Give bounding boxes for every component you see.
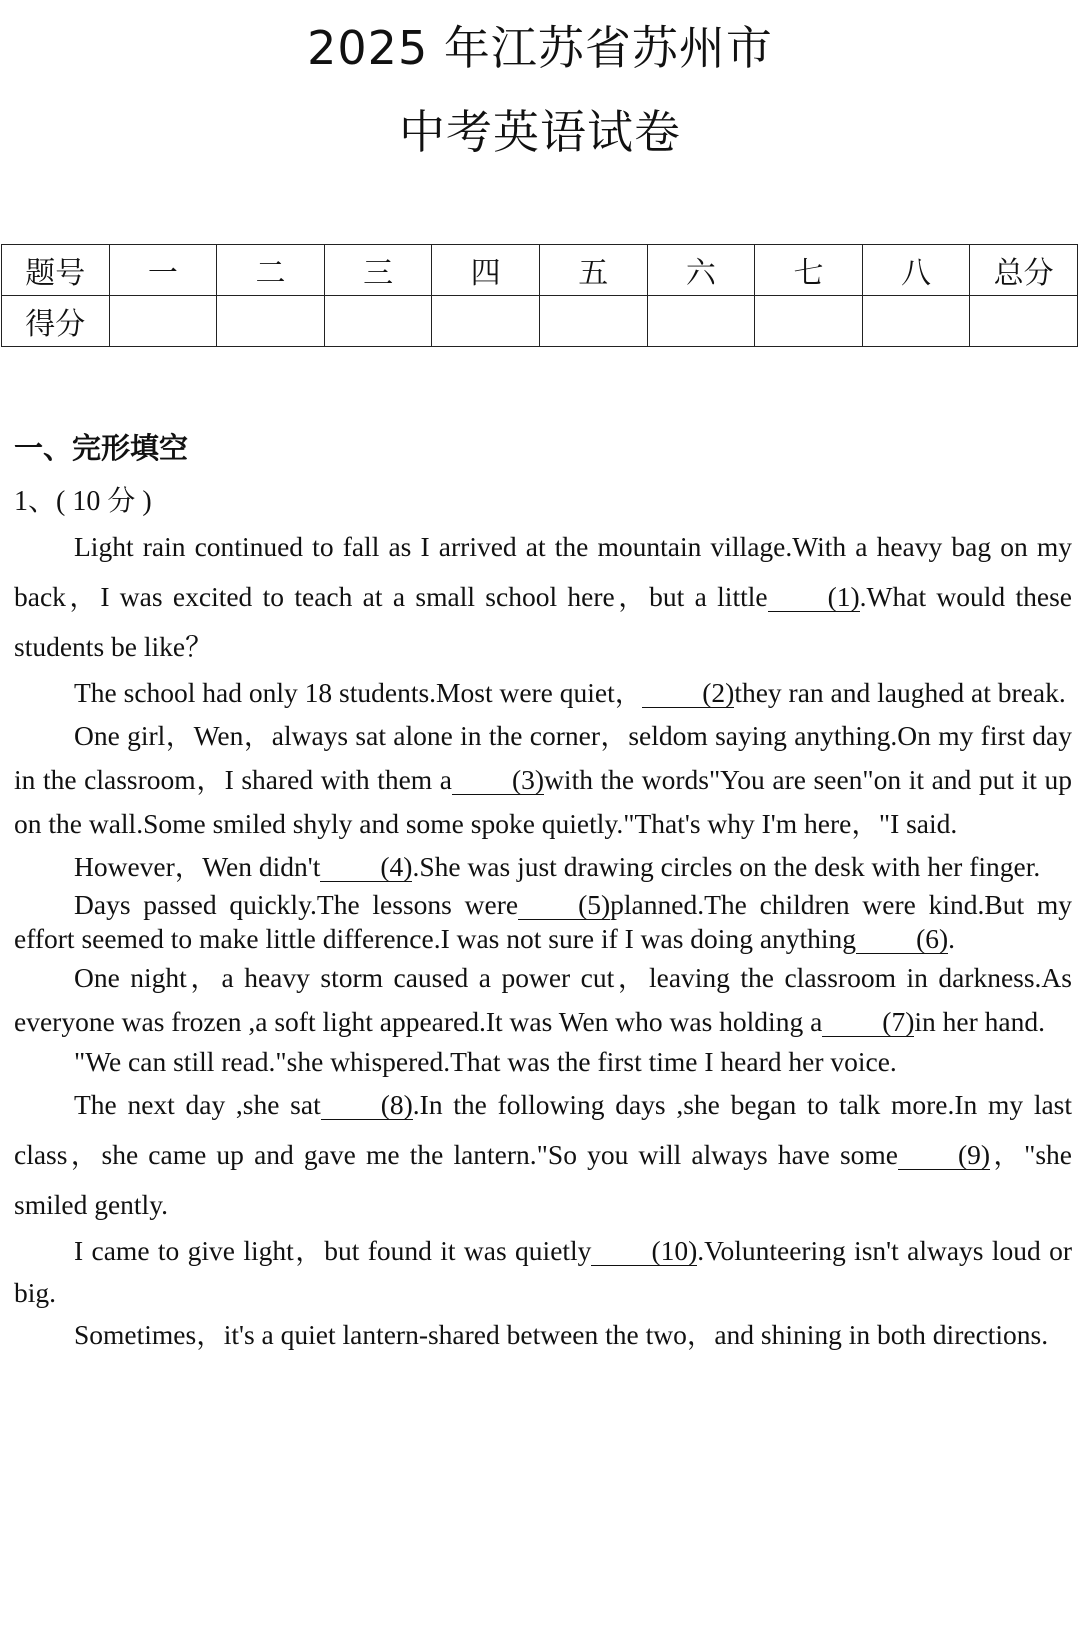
- text: .What would these students be like？: [14, 581, 1072, 662]
- score-cell-label: 题号: [2, 245, 110, 296]
- paragraph-10: [14, 1314, 1072, 1356]
- score-table-header-row: [2, 245, 1078, 296]
- cloze-passage: [14, 522, 1072, 1356]
- blank-7[interactable]: (7): [822, 1008, 914, 1037]
- paragraph-1: [14, 522, 1072, 672]
- score-cell-part-5: 五: [539, 245, 647, 296]
- blank-8[interactable]: (8): [321, 1091, 413, 1120]
- score-cell-total: 总分: [970, 245, 1078, 296]
- text: .In the following days ,she began to talk more.In my last class，she came up and gave me the lantern."So you will always have some: [14, 1089, 1073, 1170]
- text: Days passed quickly.The lessons were: [74, 889, 519, 920]
- text: planned.The children were kind.But my effort seemed to make little difference.I was not sure if I was doing anything: [14, 889, 1072, 954]
- paragraph-2: [14, 672, 1072, 714]
- score-cell-part-1: 一: [109, 245, 217, 296]
- score-input-cell[interactable]: [647, 296, 755, 347]
- score-cell-part-8: 八: [862, 245, 970, 296]
- blank-3[interactable]: (3): [452, 766, 544, 795]
- text: .She was just drawing circles on the desk with her finger.: [412, 851, 1041, 882]
- paragraph-9: [14, 1230, 1072, 1314]
- score-cell-part-3: 三: [324, 245, 432, 296]
- text: The next day ,she sat: [74, 1089, 321, 1120]
- text: One girl，Wen，always sat alone in the corner，seldom saying anything.On my first day in the classroom，I shared with them a: [14, 720, 1072, 795]
- text: "We can still read."she whispered.That was the first time I heard her voice.: [74, 1046, 897, 1077]
- score-input-cell[interactable]: [862, 296, 970, 347]
- blank-9[interactable]: (9): [898, 1141, 990, 1170]
- question-header: 1、( 10 分 ): [14, 486, 152, 517]
- score-input-cell[interactable]: [432, 296, 540, 347]
- section-title: 一、完形填空: [14, 431, 189, 465]
- paragraph-5: [14, 888, 1072, 956]
- text: ，"she smiled gently.: [14, 1139, 1072, 1220]
- paragraph-7: [14, 1044, 1072, 1080]
- score-cell-part-4: 四: [432, 245, 540, 296]
- text: in her hand.: [914, 1006, 1045, 1037]
- paragraph-6: [14, 956, 1072, 1044]
- text: The school had only 18 students.Most were quiet，: [74, 677, 643, 708]
- score-table: [1, 244, 1078, 347]
- paragraph-4: [14, 846, 1072, 888]
- text: However，Wen didn't: [74, 851, 321, 882]
- text: I came to give light，but found it was quietly: [74, 1235, 592, 1266]
- text: with the words"You are seen"on it and put it up on the wall.Some smiled shyly and some spoke quietly."That's why I'm here，"I said.: [14, 764, 1072, 839]
- score-cell-part-7: 七: [755, 245, 863, 296]
- blank-2[interactable]: (2): [642, 679, 734, 708]
- score-row-label: 得分: [2, 296, 110, 347]
- paragraph-3: [14, 714, 1072, 846]
- exam-title-line2: 中考英语试卷: [399, 105, 681, 159]
- blank-5[interactable]: (5): [518, 891, 610, 920]
- score-cell-part-6: 六: [647, 245, 755, 296]
- blank-10[interactable]: (10): [591, 1237, 697, 1266]
- text: .Volunteering isn't always loud or big.: [14, 1235, 1073, 1308]
- blank-1[interactable]: (1): [768, 583, 860, 612]
- blank-6[interactable]: (6): [856, 925, 948, 954]
- score-input-cell[interactable]: [109, 296, 217, 347]
- text: they ran and laughed at break.: [734, 677, 1066, 708]
- text: .: [948, 923, 956, 954]
- score-input-cell[interactable]: [539, 296, 647, 347]
- text: Light rain continued to fall as I arrived at the mountain village.With a heavy bag on my back，I was excited to teach at a small school here，but a little: [14, 531, 1072, 612]
- score-table-score-row: [2, 296, 1078, 347]
- exam-title-line1: 2025 年江苏省苏州市: [307, 21, 773, 75]
- score-input-cell[interactable]: [970, 296, 1078, 347]
- blank-4[interactable]: (4): [320, 853, 412, 882]
- score-input-cell[interactable]: [217, 296, 325, 347]
- paragraph-8: [14, 1080, 1072, 1230]
- text: One night，a heavy storm caused a power cut，leaving the classroom in darkness.As everyone was frozen ,a soft light appeared.It was Wen who was holding a: [14, 962, 1072, 1037]
- score-input-cell[interactable]: [755, 296, 863, 347]
- score-input-cell[interactable]: [324, 296, 432, 347]
- text: Sometimes，it's a quiet lantern-shared between the two，and shining in both directions.: [74, 1319, 1049, 1350]
- score-cell-part-2: 二: [217, 245, 325, 296]
